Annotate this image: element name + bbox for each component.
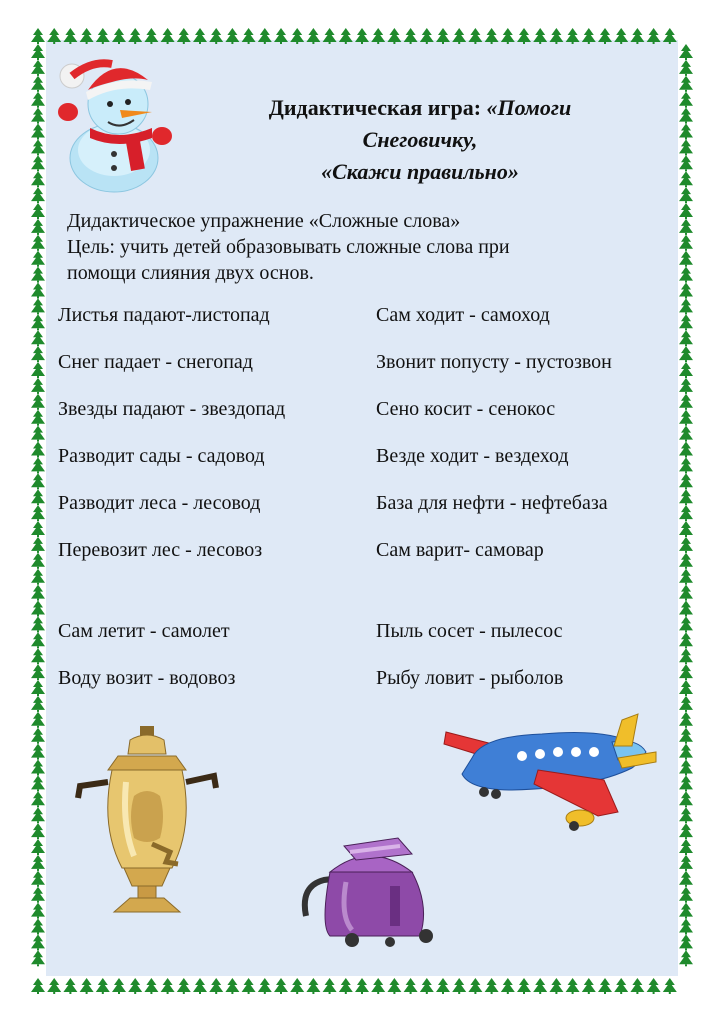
left-word-row: Звезды падают - звездопад — [58, 398, 286, 420]
snowman-icon — [52, 46, 182, 196]
intro-line1: Дидактическое упражнение «Сложные слова» — [67, 210, 461, 232]
page-title — [210, 92, 630, 188]
right-word-column — [376, 304, 676, 704]
left-word-row: Перевозит лес - лесовоз — [58, 539, 263, 561]
intro-text — [67, 208, 667, 286]
left-word-row: Снег падает - снегопад — [58, 351, 253, 373]
right-word-row: Рыбу ловит - рыболов — [376, 667, 564, 689]
title-line3: «Скажи правильно» — [321, 159, 519, 184]
title-line2: Снеговичку, — [362, 127, 478, 152]
left-word-row: Сам летит - самолет — [58, 620, 230, 642]
right-word-row: Сам варит- самовар — [376, 539, 544, 561]
left-word-column — [58, 304, 368, 704]
right-word-row: Сам ходит - самоход — [376, 304, 550, 326]
right-word-row: Звонит попусту - пустозвон — [376, 351, 612, 373]
left-word-row: Разводит леса - лесовод — [58, 492, 261, 514]
title-prefix: Дидактическая игра: — [268, 95, 487, 120]
left-word-row: Разводит сады - садовод — [58, 445, 265, 467]
right-word-row: Сено косит - сенокос — [376, 398, 556, 420]
left-word-row: Листья падают-листопад — [58, 304, 270, 326]
right-word-row: Пыль сосет - пылесос — [376, 620, 563, 642]
intro-line2: Цель: учить детей образовывать сложные слова при — [67, 236, 510, 258]
title-line1-italic: «Помоги — [486, 95, 572, 120]
vacuum-cleaner-icon — [300, 826, 440, 948]
samovar-icon — [74, 726, 224, 922]
airplane-icon — [442, 712, 660, 838]
right-word-row: База для нефти - нефтебаза — [376, 492, 608, 514]
left-word-row: Воду возит - водовоз — [58, 667, 236, 689]
intro-line3: помощи слияния двух основ. — [67, 262, 314, 284]
right-word-row: Везде ходит - вездеход — [376, 445, 569, 467]
